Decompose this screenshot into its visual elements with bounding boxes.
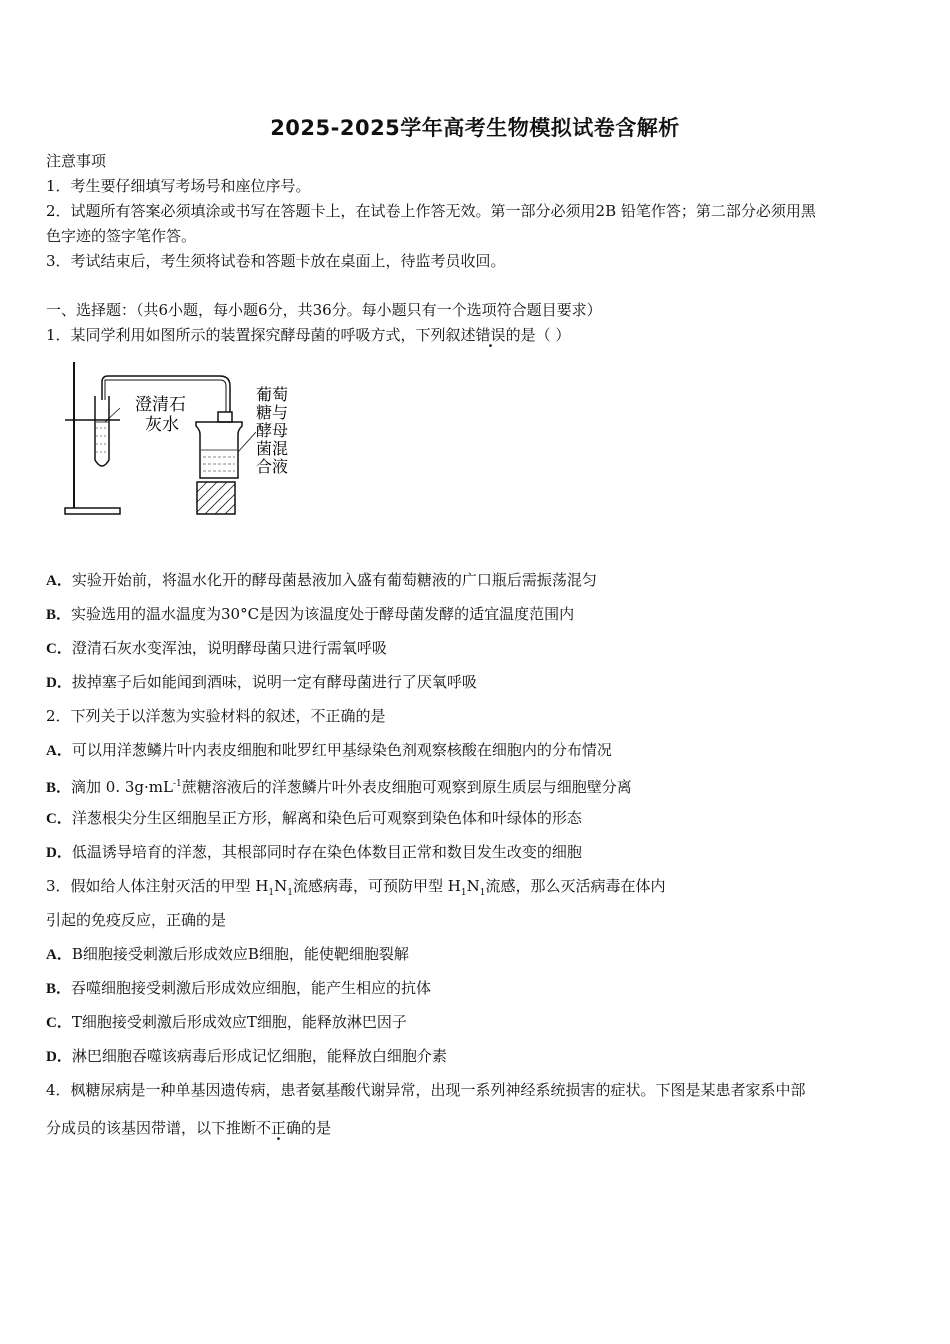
superscript: -1: [172, 779, 182, 789]
option-letter: A．: [46, 573, 72, 589]
option-letter: C．: [46, 811, 72, 827]
subscript: 1: [287, 888, 293, 898]
option-d[interactable]: [46, 671, 477, 694]
stem-text: 1．某同学利用如图所示的装置探究酵母菌的呼吸方式，下列叙述: [46, 326, 476, 344]
option-text: 蔗糖溶液后的洋葱鳞片叶外表皮细胞可观察到原生质层与细胞壁分离: [181, 778, 632, 796]
question-3-stem-continued: 引起的免疫反应，正确的是: [46, 911, 227, 929]
test-tube: [95, 396, 109, 466]
notice-item: 3．考试结束后，考生须将试卷和答题卡放在桌面上，待监考员收回。: [46, 252, 506, 270]
option-c[interactable]: [46, 807, 582, 830]
option-letter: D．: [46, 845, 72, 861]
subscript: 1: [479, 888, 486, 898]
page-title: 2025-2025学年高考生物模拟试卷含解析: [270, 116, 680, 140]
emphasis-text: 不正确: [256, 1119, 302, 1137]
label-mixture: 葡萄: [256, 385, 289, 404]
option-text: 滴加 0. 3g·mL: [71, 778, 173, 796]
question-4-stem-continued: [46, 1117, 331, 1139]
option-d[interactable]: [46, 1045, 447, 1068]
stem-text: 3．假如给人体注射灭活的甲型 H: [46, 877, 269, 895]
option-a[interactable]: [46, 739, 612, 762]
stem-text: 的是（ ）: [505, 326, 571, 344]
option-letter: A．: [46, 743, 72, 759]
option-letter: D．: [46, 1049, 72, 1065]
stand-base: [65, 508, 120, 514]
emphasis-text: 错误: [475, 326, 506, 344]
option-letter: B．: [46, 981, 72, 997]
question-1-stem: [46, 324, 570, 346]
option-letter: B．: [46, 607, 72, 623]
option-letter: C．: [46, 1015, 72, 1031]
stem-text: 流感，那么灭活病毒在体内: [485, 877, 666, 895]
option-c[interactable]: [46, 637, 387, 660]
stem-text: 分成员的该基因带谱，以下推断: [46, 1119, 257, 1137]
option-text: T细胞接受刺激后形成效应T细胞，能释放淋巴因子: [71, 1013, 407, 1031]
emphasis-dotted: [476, 326, 506, 344]
option-c[interactable]: [46, 1011, 407, 1034]
notice-item: 2．试题所有答案必须填涂或书写在答题卡上，在试卷上作答无效。第一部分必须用2B 铅笔作答；第二部分必须用黑: [46, 202, 816, 220]
label-mixture: 糖与: [256, 403, 289, 422]
option-text: 吞噬细胞接受刺激后形成效应细胞，能产生相应的抗体: [71, 979, 432, 997]
option-text: 洋葱根尖分生区细胞呈正方形，解离和染色后可观察到染色体和叶绿体的形态: [71, 809, 582, 827]
experiment-apparatus-figure: [60, 360, 310, 525]
option-b[interactable]: [46, 977, 431, 1000]
hatching: [197, 482, 235, 514]
label-mixture: 合液: [256, 457, 289, 476]
stem-text: N: [274, 877, 288, 895]
option-letter: B．: [46, 780, 72, 796]
question-3-stem: [46, 875, 665, 904]
option-text: B细胞接受刺激后形成效应B细胞，能使靶细胞裂解: [71, 945, 409, 963]
option-b[interactable]: [46, 603, 574, 626]
option-text: 拔掉塞子后如能闻到酒味，说明一定有酵母菌进行了厌氧呼吸: [71, 673, 477, 691]
label-mixture: 酵母: [256, 421, 289, 440]
section-heading: 一、选择题：（共6小题，每小题6分，共36分。每小题只有一个选项符合题目要求）: [46, 301, 602, 319]
option-letter: D．: [46, 675, 72, 691]
notice-heading: 注意事项: [46, 152, 107, 170]
stem-text: 流感病毒，可预防甲型 H: [293, 877, 461, 895]
stem-text: 的是: [301, 1119, 332, 1137]
option-a[interactable]: [46, 569, 597, 592]
label-limewater: 澄清石: [135, 395, 186, 415]
option-d[interactable]: [46, 841, 582, 864]
question-4-stem: 4．枫糖尿病是一种单基因遗传病，患者氨基酸代谢异常，出现一系列神经系统损害的症状。下图是某患者家系中部: [46, 1081, 806, 1099]
label-pointer: [238, 432, 256, 452]
option-text: 可以用洋葱鳞片叶内表皮细胞和吡罗红甲基绿染色剂观察核酸在细胞内的分布情况: [71, 741, 612, 759]
option-a[interactable]: [46, 943, 409, 966]
option-b[interactable]: [46, 773, 632, 799]
option-letter: A．: [46, 947, 72, 963]
subscript: 1: [460, 888, 467, 898]
option-letter: C．: [46, 641, 72, 657]
option-text: 实验开始前，将温水化开的酵母菌悬液加入盛有葡萄糖液的广口瓶后需振荡混匀: [71, 571, 597, 589]
notice-item: 色字迹的签字笔作答。: [46, 227, 197, 245]
stopper: [218, 412, 232, 422]
option-text: 低温诱导培育的洋葱，其根部同时存在染色体数目正常和数目发生改变的细胞: [71, 843, 582, 861]
question-2-stem: 2．下列关于以洋葱为实验材料的叙述，不正确的是: [46, 707, 386, 725]
notice-item: 1．考生要仔细填写考场号和座位序号。: [46, 177, 311, 195]
label-mixture: 菌混: [256, 439, 289, 458]
option-text: 淋巴细胞吞噬该病毒后形成记忆细胞，能释放白细胞介素: [71, 1047, 447, 1065]
stem-text: N: [466, 877, 480, 895]
option-text: 澄清石灰水变浑浊，说明酵母菌只进行需氧呼吸: [71, 639, 387, 657]
label-limewater: 灰水: [145, 415, 179, 435]
option-text: 实验选用的温水温度为30°C是因为该温度处于酵母菌发酵的适宜温度范围内: [71, 605, 575, 623]
subscript: 1: [268, 888, 275, 898]
